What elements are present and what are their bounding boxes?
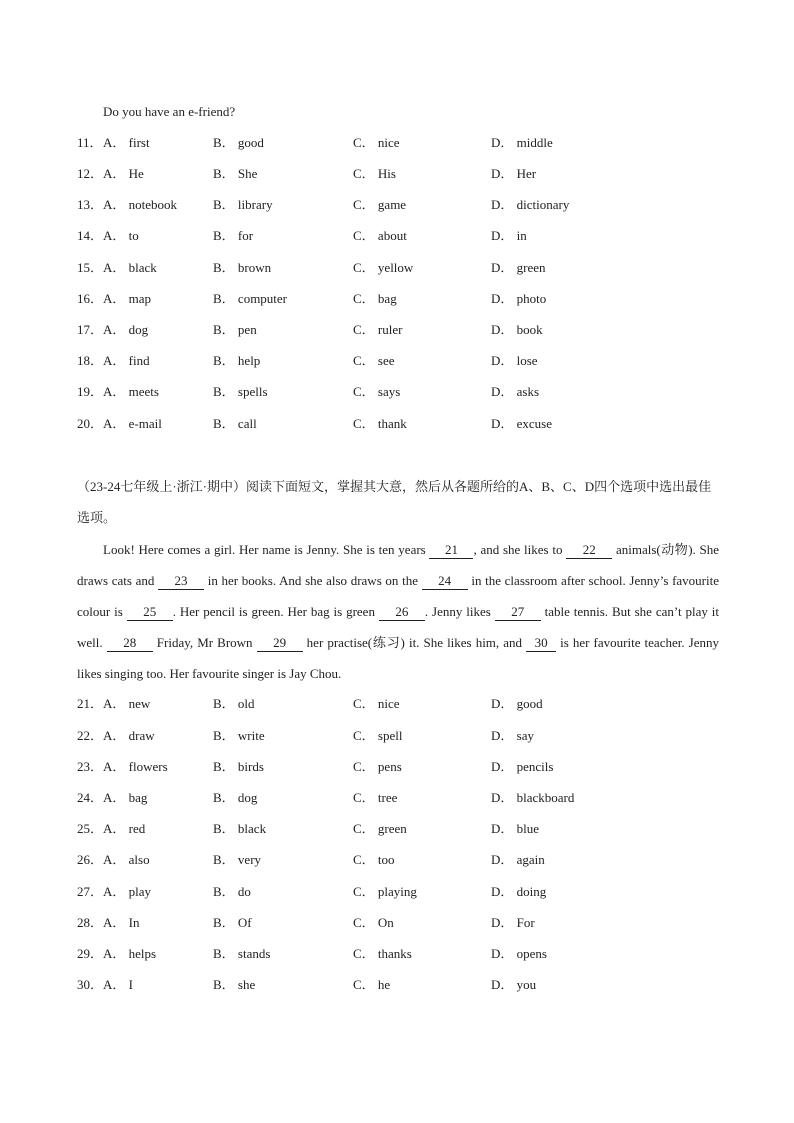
blank-23: 23: [158, 573, 204, 590]
option-c: C． about: [353, 228, 407, 243]
option-b: B． write: [213, 728, 265, 743]
option-a: A． also: [103, 852, 150, 867]
passage-text: is her favourite teacher. Jenny likes singing too. Her favourite singer is Jay Chou.: [77, 635, 719, 681]
passage-text: Friday, Mr Brown: [152, 635, 257, 650]
question-number: 24．: [77, 790, 104, 805]
option-a: A． helps: [103, 946, 157, 961]
blank-30: 30: [526, 635, 556, 652]
option-c: C． pens: [353, 759, 402, 774]
option-a: A． first: [103, 135, 150, 150]
passage-text: animals(动物). She draws cats and: [77, 542, 720, 588]
option-d: D． pencils: [491, 759, 554, 774]
question-number: 18．: [77, 353, 104, 368]
question-number: 11．: [77, 135, 103, 150]
passage-text: in the classroom after school. Jenny’s favourite colour is: [77, 573, 719, 619]
question-number: 17．: [77, 322, 104, 337]
blank-29: 29: [257, 635, 303, 652]
option-b: B． dog: [213, 790, 258, 805]
passage-text: table tennis. But she can’t play it well.: [77, 604, 719, 650]
question-number: 28．: [77, 915, 104, 930]
option-c: C． he: [353, 977, 391, 992]
option-b: B． black: [213, 821, 267, 836]
option-a: A． I: [103, 977, 133, 992]
option-d: D． you: [491, 977, 537, 992]
option-c: C． spell: [353, 728, 403, 743]
option-c: C． thank: [353, 416, 407, 431]
option-a: A． play: [103, 884, 152, 899]
option-c: C． too: [353, 852, 395, 867]
option-c: C． nice: [353, 135, 400, 150]
question-number: 27．: [77, 884, 104, 899]
option-b: B． birds: [213, 759, 264, 774]
option-d: D． Her: [491, 166, 537, 181]
option-a: A． notebook: [103, 197, 178, 212]
option-d: D． For: [491, 915, 535, 930]
option-c: C． playing: [353, 884, 417, 899]
option-a: A． flowers: [103, 759, 168, 774]
option-c: C． tree: [353, 790, 398, 805]
option-b: B． help: [213, 353, 261, 368]
blank-28: 28: [107, 635, 153, 652]
reading-passage: [77, 534, 719, 689]
question-number: 23．: [77, 759, 104, 774]
blank-21: 21: [429, 542, 473, 559]
passage-text: , and she likes to: [473, 542, 567, 557]
option-b: B． old: [213, 696, 255, 711]
option-a: A． find: [103, 353, 150, 368]
option-c: C． green: [353, 821, 407, 836]
option-c: C． nice: [353, 696, 400, 711]
option-d: D． middle: [491, 135, 553, 150]
question-number: 22．: [77, 728, 104, 743]
option-a: A． meets: [103, 384, 159, 399]
question-number: 19．: [77, 384, 104, 399]
blank-25: 25: [127, 604, 173, 621]
option-d: D． lose: [491, 353, 538, 368]
question-number: 16．: [77, 291, 104, 306]
option-a: A． black: [103, 260, 157, 275]
option-b: B． brown: [213, 260, 272, 275]
question-number: 20．: [77, 416, 104, 431]
option-c: C． see: [353, 353, 395, 368]
option-a: A． map: [103, 291, 152, 306]
option-a: A． He: [103, 166, 144, 181]
option-a: A． dog: [103, 322, 149, 337]
option-a: A． new: [103, 696, 151, 711]
option-a: A． In: [103, 915, 140, 930]
option-d: D． good: [491, 696, 543, 711]
section-heading: （23-24七年级上·浙江·期中）阅读下面短文，掌握其大意，然后从各题所给的A、B、C、D四个选项中选出最佳选项。: [77, 479, 712, 525]
option-b: B． very: [213, 852, 262, 867]
option-b: B． good: [213, 135, 264, 150]
question-number: 26．: [77, 852, 104, 867]
passage-text: . Her pencil is green. Her bag is green: [172, 604, 379, 619]
passage-text: Look! Here comes a girl. Her name is Jenny. She is ten years: [103, 542, 430, 557]
intro-line: Do you have an e-friend?: [103, 104, 236, 119]
option-d: D． green: [491, 260, 546, 275]
option-b: B． library: [213, 197, 273, 212]
blank-27: 27: [495, 604, 541, 621]
option-d: D． again: [491, 852, 545, 867]
option-c: C． On: [353, 915, 394, 930]
option-d: D． blackboard: [491, 790, 575, 805]
option-c: C． bag: [353, 291, 397, 306]
blank-26: 26: [379, 604, 425, 621]
option-b: B． She: [213, 166, 258, 181]
passage-text: in her books. And she also draws on the: [204, 573, 422, 588]
blank-22: 22: [566, 542, 612, 559]
option-a: A． draw: [103, 728, 155, 743]
option-c: C． yellow: [353, 260, 414, 275]
option-c: C． ruler: [353, 322, 403, 337]
option-a: A． e-mail: [103, 416, 162, 431]
option-c: C． says: [353, 384, 401, 399]
question-number: 12．: [77, 166, 104, 181]
option-d: D． dictionary: [491, 197, 570, 212]
option-b: B． do: [213, 884, 251, 899]
option-b: B． for: [213, 228, 254, 243]
option-b: B． she: [213, 977, 256, 992]
option-a: A． to: [103, 228, 139, 243]
option-b: B． call: [213, 416, 257, 431]
question-number: 15．: [77, 260, 104, 275]
option-b: B． stands: [213, 946, 271, 961]
option-d: D． photo: [491, 291, 547, 306]
option-d: D． doing: [491, 884, 547, 899]
option-d: D． opens: [491, 946, 547, 961]
option-a: A． red: [103, 821, 146, 836]
blank-24: 24: [422, 573, 468, 590]
option-b: B． Of: [213, 915, 252, 930]
option-d: D． in: [491, 228, 527, 243]
option-d: D． say: [491, 728, 534, 743]
option-d: D． excuse: [491, 416, 553, 431]
option-d: D． blue: [491, 821, 540, 836]
option-c: C． His: [353, 166, 396, 181]
question-number: 14．: [77, 228, 104, 243]
option-c: C． thanks: [353, 946, 412, 961]
question-number: 21．: [77, 696, 104, 711]
question-number: 13．: [77, 197, 104, 212]
passage-text: her practise(练习) it. She likes him, and: [302, 635, 527, 650]
option-d: D． book: [491, 322, 543, 337]
passage-text: . Jenny likes: [424, 604, 495, 619]
option-b: B． spells: [213, 384, 268, 399]
option-b: B． pen: [213, 322, 257, 337]
question-number: 25．: [77, 821, 104, 836]
option-c: C． game: [353, 197, 407, 212]
option-b: B． computer: [213, 291, 288, 306]
question-number: 29．: [77, 946, 104, 961]
question-number: 30．: [77, 977, 104, 992]
option-a: A． bag: [103, 790, 148, 805]
option-d: D． asks: [491, 384, 540, 399]
